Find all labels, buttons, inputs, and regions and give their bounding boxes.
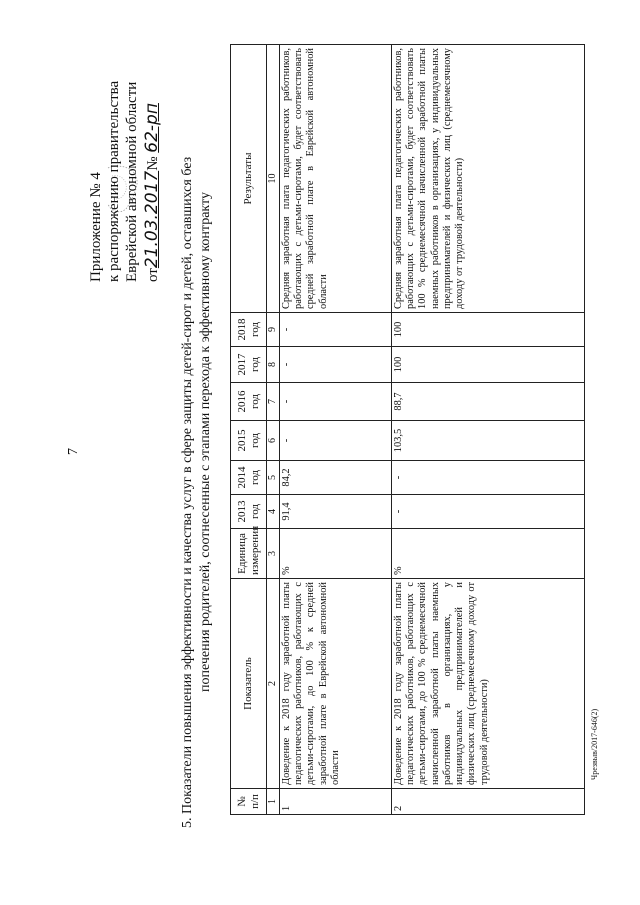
header-results: Результаты <box>231 45 267 313</box>
header-indicator: Показатель <box>231 579 267 789</box>
col-number: 1 <box>267 789 280 815</box>
appendix-date-line <box>142 103 162 282</box>
table-header-row <box>231 45 267 815</box>
appendix-line-2: к распоряжению правительства <box>106 80 122 282</box>
row-value-2015: - <box>279 421 391 461</box>
row-value-2014: - <box>391 461 584 495</box>
row-indicator: Доведение к 2018 году заработной платы педагогических работников, работающих с детьми-сиротами, до 100 % среднемесячной начисленной заработной платы наемных работников в организациях, у индивидуальных предпринимателей и физических лиц (среднемесячному доходу от трудовой деятельности) <box>391 579 584 789</box>
section-title-line-1: 5. Показатели повышения эффективности и качества услуг в сфере защиты детей-сирот и детей, оставшихся без <box>180 156 195 828</box>
row-indicator: Доведение к 2018 году заработной платы педагогических работников, работающих с детьми-сиротами, до 100 % к средней заработной плате в Еврейской автономной области <box>279 579 391 789</box>
table-row <box>279 45 391 815</box>
row-unit: % <box>279 529 391 579</box>
col-number: 10 <box>267 45 280 313</box>
appendix-order-number: 62-рп <box>142 103 162 153</box>
row-value-2017: - <box>279 347 391 383</box>
row-value-2018: - <box>279 313 391 347</box>
row-results: Средняя заработная плата педагогических работников, работающих с детьми-сиротами, будет соответствовать 100 % среднемесячной начисленной заработной платы наемных работников в организациях, у индивидуальных предпринимателей и физических лиц (среднемесячному доходу от трудовой деятельности) <box>391 45 584 313</box>
column-numbers-row <box>267 45 280 815</box>
appendix-title: Приложение № 4 <box>88 172 104 282</box>
row-value-2017: 100 <box>391 347 584 383</box>
row-value-2014: 84,2 <box>279 461 391 495</box>
footer-code: Чрезвыв/2017-646(2) <box>590 708 599 780</box>
header-2016: 2016 год <box>231 383 267 421</box>
header-2014: 2014 год <box>231 461 267 495</box>
row-unit: % <box>391 529 584 579</box>
col-number: 9 <box>267 313 280 347</box>
appendix-date-prefix: от <box>145 268 161 282</box>
col-number: 3 <box>267 529 280 579</box>
header-2018: 2018 год <box>231 313 267 347</box>
header-unit: Единица измерения <box>231 529 267 579</box>
row-results: Средняя заработная плата педагогических работников, работающих с детьми-сиротами, будет соответствовать средней заработной плате в Еврейской автономной области <box>279 45 391 313</box>
col-number: 5 <box>267 461 280 495</box>
row-num: 2 <box>391 789 584 815</box>
row-value-2013: - <box>391 495 584 529</box>
appendix-date: 21.03.2017 <box>142 170 162 269</box>
col-number: 2 <box>267 579 280 789</box>
row-num: 1 <box>279 789 391 815</box>
col-number: 4 <box>267 495 280 529</box>
col-number: 7 <box>267 383 280 421</box>
header-2017: 2017 год <box>231 347 267 383</box>
header-2013: 2013 год <box>231 495 267 529</box>
header-num: № п/п <box>231 789 267 815</box>
table-row <box>391 45 584 815</box>
indicators-table <box>230 44 585 815</box>
row-value-2013: 91,4 <box>279 495 391 529</box>
header-2015: 2015 год <box>231 421 267 461</box>
appendix-line-3: Еврейской автономной области <box>124 81 140 282</box>
page-number: 7 <box>66 448 81 455</box>
col-number: 8 <box>267 347 280 383</box>
row-value-2015: 103,5 <box>391 421 584 461</box>
row-value-2016: 88,7 <box>391 383 584 421</box>
col-number: 6 <box>267 421 280 461</box>
row-value-2018: 100 <box>391 313 584 347</box>
row-value-2016: - <box>279 383 391 421</box>
appendix-number-sign: № <box>145 156 161 171</box>
section-title-line-2: попечения родителей, соотнесенные с этапами перехода к эффективному контракту <box>198 192 213 692</box>
